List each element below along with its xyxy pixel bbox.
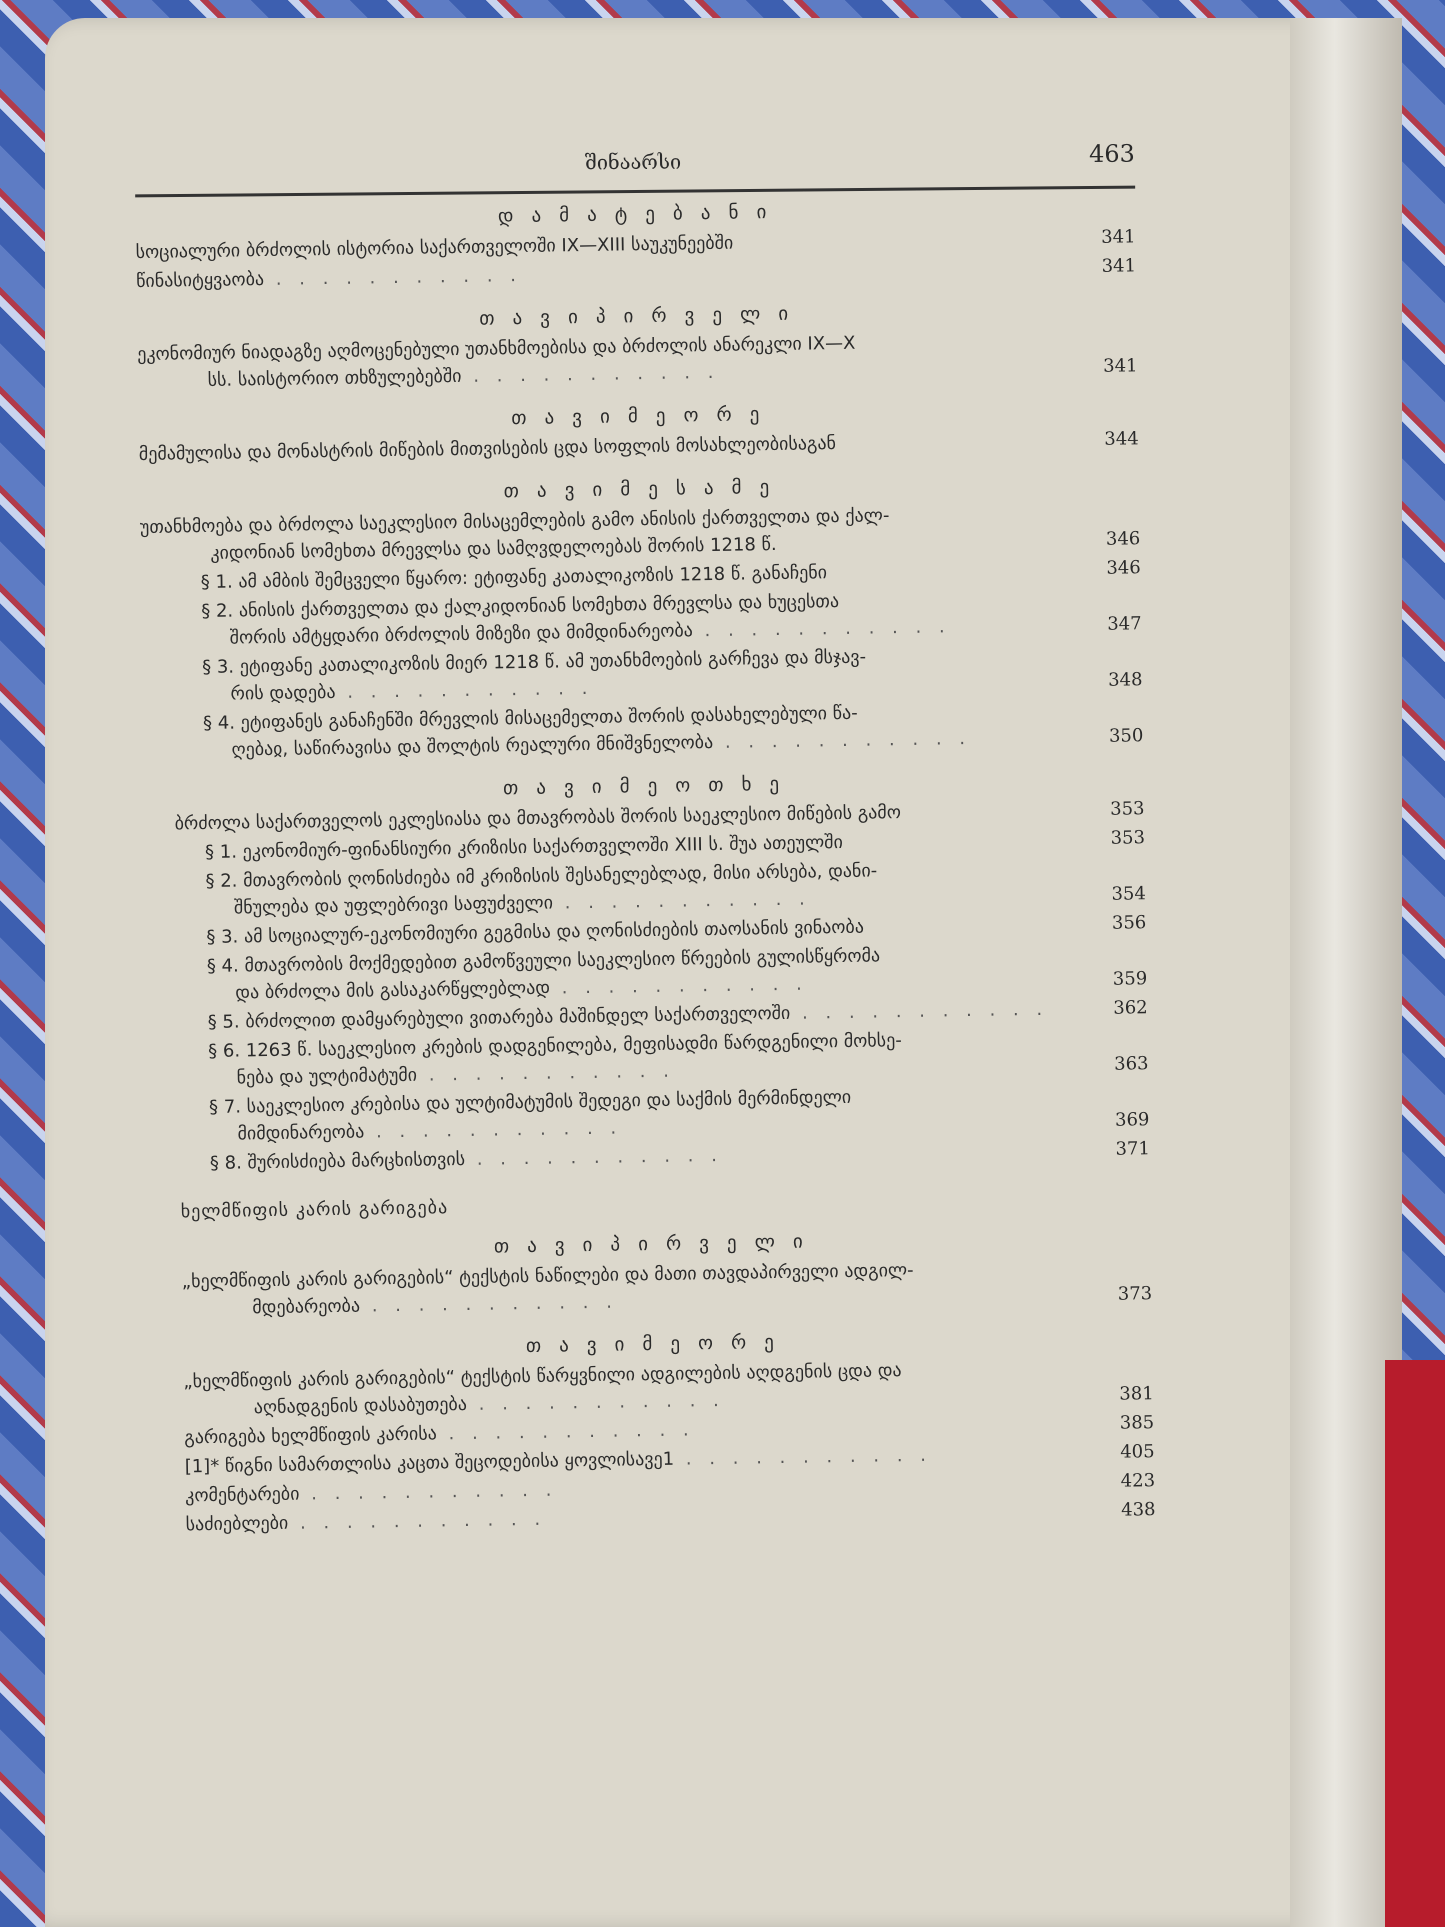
entry-page: 347 [1107,613,1142,635]
toc-entry [152,1253,1153,1323]
entry-label: § 3. ამ სოციალურ-ეკონომიური გეგმისა და ღონისძიების თაოსანის ვინაობა [206,916,865,948]
entry-label: § 2. ანისის ქართველთა და ქალკიდონიან სომეხთა მრევლსა და ხუცესთა [201,590,840,623]
entry-label-cont: და ბრძოლა მის გასაკარწყლებლად . . . [207,966,1089,1007]
entry-page: 356 [1111,912,1147,934]
entry-page: 359 [1112,968,1148,990]
entry-label: მემამულისა და მონასტრის მიწების მითვისების ცდა სოფლის მოსახლეობისაგან [138,433,837,465]
red-cover-edge [1385,1360,1445,1927]
entry-page: 373 [1117,1283,1153,1305]
header-title: შინაარსი [584,149,682,175]
entry-label: § 2. მთავრობის ღონისძიება იმ კრიზისის შესანელებლად, მისი არსება, დანი- [205,860,878,892]
entry-label: სოციალური ბრძოლის ისტორია საქართველოში IX—XIII საუკუნეებში [135,232,734,263]
entry-label: ბრძოლა საქართველოს ეკლესიასა და მთავრობას შორის საეკლესიო მიწების გამო [174,802,902,835]
entry-label-cont: მდებარეობა . . . [182,1281,1094,1322]
entry-page: 354 [1111,883,1147,905]
entry-label: § 6. 1263 წ. საეკლესიო კრების დადგენილება, მეფისადმი წარდგენილი მოხსე- [208,1030,902,1062]
running-header [135,139,1135,198]
entry-label: § 8. შურისძიება მარცხისთვის . . . [210,1136,1092,1177]
entry-page: 371 [1115,1138,1151,1160]
entry-label-cont: აღნადგენის დასაბუთება . . . [184,1381,1096,1422]
part-title: ხელმწიფის კარის გარიგება [180,1197,449,1223]
chapter-heading: თ ა ვ ი პ ი რ ვ ე ლ ი [493,1230,809,1258]
toc-entry [137,325,1138,395]
entry-label: უთანხმოება და ბრძოლა საეკლესიო მისაცემლების გამო ანისის ქართველთა და ქალ- [139,505,890,538]
entry-page: 381 [1119,1383,1154,1405]
entry-page: 346 [1106,557,1141,579]
chapter-heading: თ ა ვ ი მ ე ო რ ე [511,403,766,430]
header-page-number: 463 [1088,139,1135,169]
entry-page: 341 [1101,255,1137,277]
entry-page: 353 [1110,827,1146,849]
chapter-heading: თ ა ვ ი მ ე ო რ ე [525,1331,781,1357]
entry-page: 341 [1101,226,1136,248]
page-content [135,139,1156,1541]
entry-label: გარიგება ხელმწიფის კარისა . . . [184,1410,1096,1451]
entry-label: [1]* წიგნი სამართლისა კაცთა შეცოდებისა ყოვლისავე1 . . . [185,1439,1097,1480]
entry-label-cont: შორის ამტყდარი ბრძოლის მიზეზი და მიმდინარეობა . . . [202,611,1084,652]
entry-label: წინასიტყვაობა . . . [136,265,522,292]
table-of-contents [135,195,1156,1539]
entry-label: § 1. ეკონომიურ-ფინანსიური კრიზისი საქართველოში XIII ს. შუა ათეულში [204,831,843,863]
entry-page: 341 [1103,355,1138,377]
entry-label-cont: რის დადება . . . [202,667,1084,708]
entry-label: კომენტარები . . . [185,1468,1097,1509]
entry-label-cont: შნულება და უფლებრივი საფუძველი . . . [206,881,1088,922]
entry-label-cont: სს. საისტორიო თხზულებებში . . . [137,353,1079,395]
entry-page: 362 [1113,997,1148,1019]
entry-page: 346 [1105,528,1141,550]
entry-page: 405 [1120,1441,1155,1463]
entry-label: § 7. საეკლესიო კრებისა და ულტიმატუმის შედეგი და საქმის მერმინდელი [208,1086,852,1118]
entry-label: ეკონომიურ ნიადაგზე აღმოცენებული უთანხმოებისა და ბრძოლის ანარეკლი IX—X [137,332,856,365]
chapter-heading: თ ა ვ ი მ ე ო თ ხ ე [502,772,786,800]
entry-label-cont: ღებაჲ, საწირავისა და შოლტის რეალური მნიშვნელობა . . . [203,723,1085,764]
entry-page: 344 [1104,428,1139,450]
entry-page: 348 [1107,669,1143,691]
entry-label-cont: მიმდინარეობა . . . [209,1107,1091,1148]
entry-label: § 4. მთავრობის მოქმედებით გამოწვეული საეკლესიო წრეების გულისწყრომა [206,945,881,977]
entry-page: 369 [1114,1109,1150,1131]
entry-label: § 3. ეტიფანე კათალიკოზის მიერ 1218 წ. ამ უთანხმოების გარჩევა და მსჯავ- [202,646,867,678]
entry-page: 423 [1120,1470,1156,1492]
entry-label-cont: ნება და ულტიმატუმი . . . [208,1051,1090,1092]
entry-label: § 5. ბრძოლით დამყარებული ვითარება მაშინდელ საქართველოში . . . [208,995,1090,1036]
entry-label-cont: კიდონიან სომეხთა მრევლსა და სამღვდელოებას შორის 1218 წ. [210,533,777,564]
entry-page: 438 [1121,1499,1156,1521]
entry-label: „ხელმწიფის კარის გარიგების“ ტექსტის ნაწილები და მათი თავდაპირველი ადგილ- [181,1259,914,1293]
chapter-heading: თ ა ვ ი პ ი რ ვ ე ლ ი [479,302,795,330]
chapter-heading: თ ა ვ ი მ ე ს ა მ ე [503,475,776,503]
entry-label: § 1. ამ ამბის შემცველი წყარო: ეტიფანე კათალიკოზის 1218 წ. განაჩენი [200,562,828,594]
entry-label: საძიებლები . . . [185,1497,1097,1538]
entry-page: 363 [1113,1053,1149,1075]
entry-label: „ხელმწიფის კარის გარიგების“ ტექსტის წარყვნილი ადგილების აღდგენის ცდა და [183,1360,902,1393]
entry-page: 353 [1109,798,1145,820]
entry-page: 350 [1108,725,1144,747]
supplement-heading: დ ა მ ა ტ ე ბ ა ნ ი [497,200,773,228]
entry-page: 385 [1119,1412,1155,1434]
entry-label: § 4. ეტიფანეს განაჩენში მრევლის მისაცემელთა შორის დასახელებული წა- [202,702,858,734]
